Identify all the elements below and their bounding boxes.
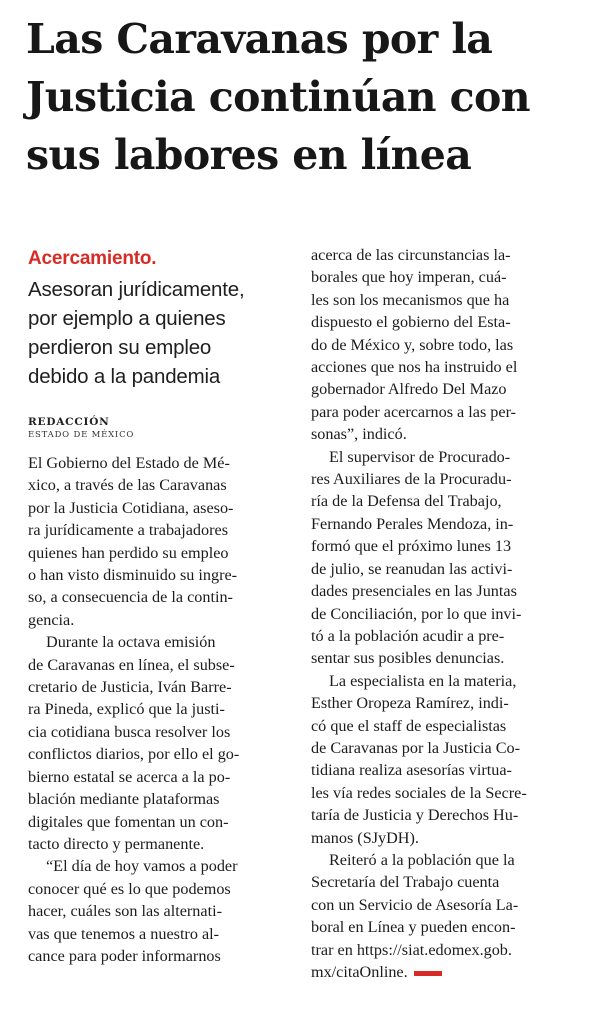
paragraph-line: tidiana realiza asesorías virtua- xyxy=(311,761,512,780)
byline-location: ESTADO DE MÉXICO xyxy=(28,430,135,440)
left-column xyxy=(28,246,290,967)
paragraph-line: “El día de hoy vamos a poder xyxy=(46,857,238,876)
paragraph-line: con un Servicio de Asesoría La- xyxy=(311,895,519,914)
paragraph-line: digitales que fomentan un con- xyxy=(28,812,229,831)
paragraph-line: cretario de Justicia, Iván Barre- xyxy=(28,678,232,697)
paragraph-line: acciones que nos ha instruido el xyxy=(311,358,518,377)
paragraph-line: La especialista en la materia, xyxy=(329,671,517,690)
kicker: Acercamiento. xyxy=(28,248,157,269)
paragraph-line: ra Pineda, explicó que la justi- xyxy=(28,700,225,719)
paragraph-line: so, a consecuencia de la contin- xyxy=(28,588,233,607)
paragraph-line: dispuesto el gobierno del Esta- xyxy=(311,313,511,332)
paragraph-line: El supervisor de Procurado- xyxy=(329,447,511,466)
paragraph-line: conflictos diarios, por ello el go- xyxy=(28,745,240,764)
paragraph-line: de Caravanas en línea, el subse- xyxy=(28,655,235,674)
paragraph-line: hacer, cuáles son las alternati- xyxy=(28,902,222,921)
article-paragraph xyxy=(311,446,579,670)
paragraph-line: conocer qué es lo que podemos xyxy=(28,879,231,898)
paragraph-line: sonas”, indicó. xyxy=(311,425,407,444)
paragraph-line: ra jurídicamente a trabajadores xyxy=(28,521,228,540)
left-column-body xyxy=(28,452,290,967)
paragraph-line: de julio, se reanudan las activi- xyxy=(311,559,513,578)
paragraph-line: borales que hoy imperan, cuá- xyxy=(311,268,507,287)
article-paragraph xyxy=(28,452,290,631)
paragraph-line: Esther Oropeza Ramírez, indi- xyxy=(311,694,509,713)
paragraph-line: mx/citaOnline. xyxy=(311,961,579,983)
paragraph-line: boral en Línea y pueden encon- xyxy=(311,918,516,937)
paragraph-line: les vía redes sociales de la Secre- xyxy=(311,783,527,802)
headline xyxy=(26,10,598,184)
paragraph-line: Reiteró a la población que la xyxy=(329,850,515,869)
paragraph-line: bierno estatal se acerca a la po- xyxy=(28,767,231,786)
paragraph-line: Secretaría del Trabajo cuenta xyxy=(311,873,500,892)
deck-line: Asesoran jurídicamente, xyxy=(28,278,245,301)
paragraph-line: cance para poder informarnos xyxy=(28,946,221,965)
paragraph-line: manos (SJyDH). xyxy=(311,828,419,847)
paragraph-line: Fernando Perales Mendoza, in- xyxy=(311,514,514,533)
paragraph-line: Durante la octava emisión xyxy=(46,633,216,652)
article-paragraph xyxy=(28,855,290,967)
headline-line: Las Caravanas por la xyxy=(26,15,493,63)
paragraph-line: por la Justicia Cotidiana, aseso- xyxy=(28,498,234,517)
right-column-body xyxy=(311,244,579,983)
paragraph-line: les son los mecanismos que ha xyxy=(311,290,510,309)
paragraph-line: trar en https://siat.edomex.gob. xyxy=(311,940,512,959)
paragraph-line: có que el staff de especialistas xyxy=(311,716,507,735)
paragraph-line: El Gobierno del Estado de Mé- xyxy=(28,454,230,472)
paragraph-line: sentar sus posibles denuncias. xyxy=(311,649,505,668)
paragraph-line: vas que tenemos a nuestro al- xyxy=(28,924,220,943)
headline-line: sus labores en línea xyxy=(26,131,472,179)
paragraph-line: de Conciliación, por lo que invi- xyxy=(311,604,522,623)
article-paragraph xyxy=(311,244,579,446)
paragraph-line: de Caravanas por la Justicia Co- xyxy=(311,738,521,757)
right-column xyxy=(311,244,579,983)
paragraph-line: ría de la Defensa del Trabajo, xyxy=(311,492,502,511)
end-of-article-mark xyxy=(414,971,442,976)
paragraph-line: do de México y, sobre todo, las xyxy=(311,335,514,354)
deck-line: perdieron su empleo xyxy=(28,336,212,359)
deck-line: debido a la pandemia xyxy=(28,365,221,388)
headline-line: Justicia continúan con xyxy=(26,73,531,121)
article-paragraph xyxy=(311,670,579,849)
paragraph-line: dades presenciales en las Juntas xyxy=(311,582,517,601)
paragraph-line: quienes han perdido su empleo xyxy=(28,543,229,562)
paragraph-line: xico, a través de las Caravanas xyxy=(28,476,227,495)
paragraph-line: tacto directo y permanente. xyxy=(28,834,205,853)
paragraph-line: acerca de las circunstancias la- xyxy=(311,246,511,264)
article-paragraph xyxy=(311,849,579,983)
paragraph-line: tó a la población acudir a pre- xyxy=(311,626,505,645)
paragraph-line: gencia. xyxy=(28,610,75,629)
deck xyxy=(28,275,290,391)
paragraph-line: para poder acercarnos a las per- xyxy=(311,402,517,421)
paragraph-line: o han visto disminuido su ingre- xyxy=(28,566,238,585)
article-paragraph xyxy=(28,631,290,855)
paragraph-line: cia cotidiana busca resolver los xyxy=(28,722,231,741)
deck-line: por ejemplo a quienes xyxy=(28,307,226,330)
paragraph-line: res Auxiliares de la Procuradu- xyxy=(311,470,512,489)
paragraph-line: gobernador Alfredo Del Mazo xyxy=(311,380,507,399)
paragraph-line: formó que el próximo lunes 13 xyxy=(311,537,512,556)
paragraph-line: blación mediante plataformas xyxy=(28,790,220,809)
byline-author: REDACCIÓN xyxy=(28,416,110,428)
paragraph-line: taría de Justicia y Derechos Hu- xyxy=(311,806,519,825)
